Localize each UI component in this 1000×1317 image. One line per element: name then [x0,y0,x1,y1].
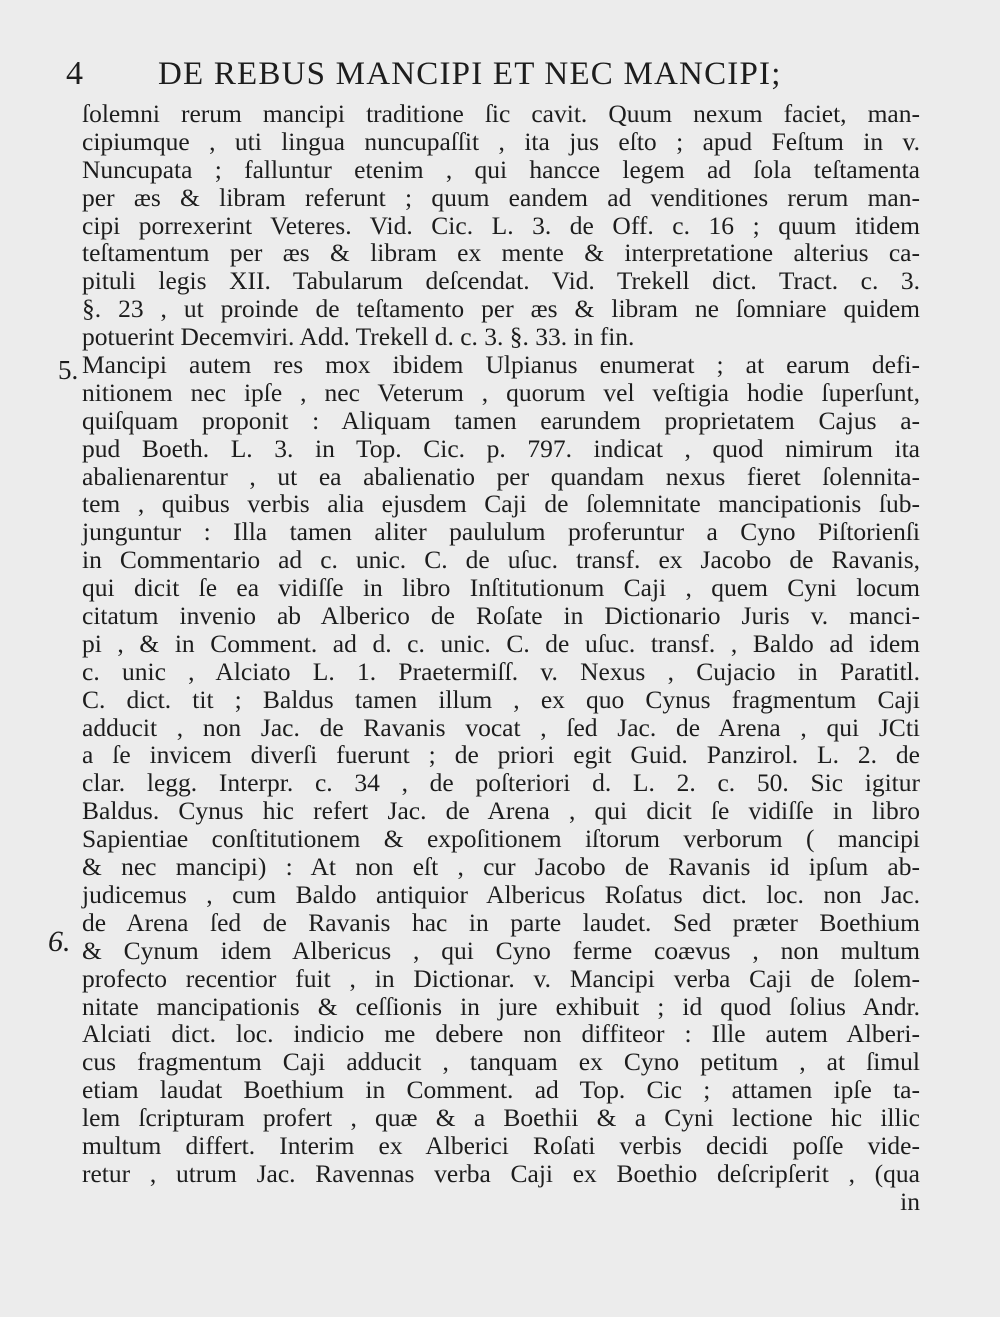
text-line: profecto recentior fuit , in Dictionar. v. Mancipi verba Caji de ſolem- [82,963,920,993]
text-line: Mancipi autem res mox ibidem Ulpianus enumerat ; at earum defi- [82,350,920,380]
text-line: judicemus , cum Baldo antiquior Albericus Roſatus dict. loc. non Jac. [82,879,920,909]
text-line: pituli legis XII. Tabularum deſcendat. Vid. Trekell dict. Tract. c. 3. [82,266,920,296]
text-line: abalienarentur , ut ea abalienatio per quandam nexus fieret ſolennita- [82,461,920,491]
paragraph-number-6: 6. [48,925,71,958]
page-header [0,52,1000,96]
text-line: citatum invenio ab Alberico de Roſate in Dictionario Juris v. manci- [82,601,920,631]
running-head: DE REBUS MANCIPI ET NEC MANCIPI; [158,56,782,92]
text-line: junguntur : Illa tamen aliter paululum proferuntur a Cyno Piſtorienſi [82,517,920,547]
text-line: Nuncupata ; falluntur etenim , qui hancce legem ad ſola teſtamenta [82,154,920,184]
text-line: cus fragmentum Caji adducit , tanquam ex Cyno petitum , at ſimul [82,1047,920,1077]
body-text [82,100,920,1216]
text-line: pud Boeth. L. 3. in Top. Cic. p. 797. indicat , quod nimirum ita [82,433,920,463]
text-line: per æs & libram referunt ; quum eandem ad venditiones rerum man- [82,182,920,212]
text-line: adducit , non Jac. de Ravanis vocat , ſed Jac. de Arena , qui JCti [82,712,920,742]
text-line: pi , & in Comment. ad d. c. unic. C. de uſuc. transf. , Baldo ad idem [82,628,920,658]
text-line: de Arena ſed de Ravanis hac in parte laudet. Sed præter Boethium [82,907,920,937]
text-line: c. unic , Alciato L. 1. Praetermiſſ. v. Nexus , Cujacio in Paratitl. [82,656,920,686]
text-line: nitate mancipationis & ceſſionis in jure exhibuit ; id quod ſolius Andr. [82,991,920,1021]
text-line: retur , utrum Jac. Ravennas verba Caji ex Boethio deſcripſerit , (qua [82,1158,920,1188]
text-line: Sapientiae conſtitutionem & expoſitionem iſtorum verborum ( mancipi [82,824,920,854]
text-line: cipi porrexerint Veteres. Vid. Cic. L. 3. de Off. c. 16 ; quum itidem [82,210,920,240]
page-number: 4 [66,55,83,92]
text-line: qui dicit ſe ea vidiſſe in libro Inſtitutionum Caji , quem Cyni locum [82,573,920,603]
text-line: multum differt. Interim ex Alberici Roſati verbis decidi poſſe vide- [82,1130,920,1160]
catchword: in [900,1186,920,1216]
text-line: & nec mancipi) : At non eſt , cur Jacobo de Ravanis id ipſum ab- [82,852,920,882]
text-line: ſolemni rerum mancipi traditione ſic cavit. Quum nexum faciet, man- [82,99,920,128]
text-line: C. dict. tit ; Baldus tamen illum , ex quo Cynus fragmentum Caji [82,684,920,714]
text-line: in Commentario ad c. unic. C. de uſuc. transf. ex Jacobo de Ravanis, [82,545,920,575]
text-line: tem , quibus verbis alia ejusdem Caji de ſolemnitate mancipationis ſub- [82,489,920,519]
text-line: §. 23 , ut proinde de teſtamento per æs & libram ne ſomniare quidem [82,294,920,324]
text-line: potuerint Decemviri. Add. Trekell d. c. 3. §. 33. in fin. [82,322,635,352]
text-line: & Cynum idem Albericus , qui Cyno ferme coævus , non multum [82,935,920,965]
text-line: Alciati dict. loc. indicio me debere non diffiteor : Ille autem Alberi- [82,1019,920,1049]
text-line: Baldus. Cynus hic refert Jac. de Arena , qui dicit ſe vidiſſe in libro [82,796,920,826]
paragraph-number-5: 5. [58,355,79,385]
text-line: cipiumque , uti lingua nuncupaſſit , ita jus eſto ; apud Feſtum in v. [82,126,920,156]
text-line: clar. legg. Interpr. c. 34 , de poſteriori d. L. 2. c. 50. Sic igitur [82,768,920,798]
text-line: teſtamentum per æs & libram ex mente & interpretatione alterius ca- [82,238,920,268]
text-line: a ſe invicem diverſi fuerunt ; de priori egit Guid. Panzirol. L. 2. de [82,740,920,770]
text-line: quiſquam proponit : Aliquam tamen earundem proprietatem Cajus a- [82,405,920,435]
text-line: lem ſcripturam profert , quæ & a Boethii & a Cyni lectione hic illic [82,1103,920,1133]
text-line: etiam laudat Boethium in Comment. ad Top. Cic ; attamen ipſe ta- [82,1075,920,1105]
text-line: nitionem nec ipſe , nec Veterum , quorum vel veſtigia hodie ſuperſunt, [82,377,920,407]
